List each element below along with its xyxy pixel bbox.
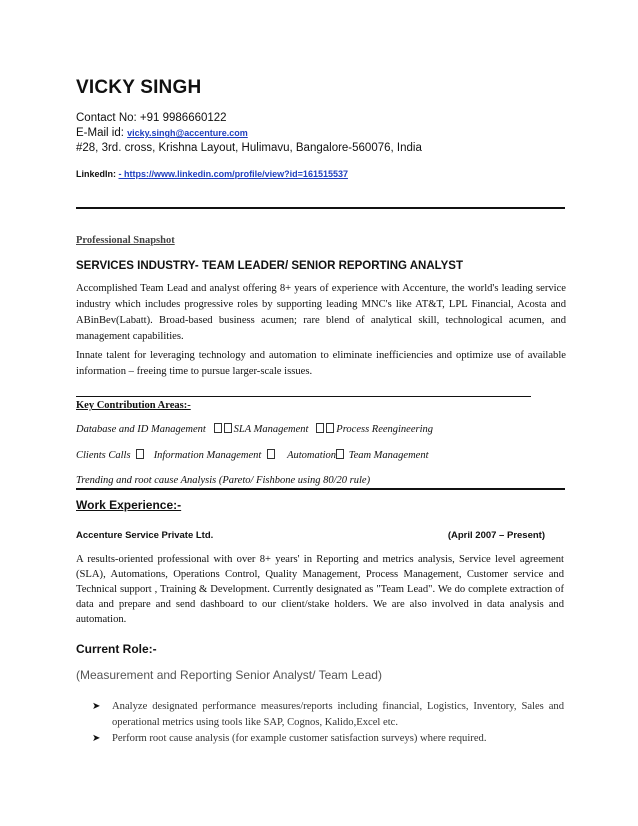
box-glyph-icon xyxy=(316,423,324,433)
work-description: A results-oriented professional with over 8+ years' in Reporting and metrics analysis, Service level agreement (SLA), Automations, Operations Control, Quality Management, Process Management, Customer service and Technical support , Training & Development. Currently designated as "Team Lead". We do complete extraction of data and prepare and send dashboard to our client/stake holders. We are also involved in data analysis and automation. xyxy=(76,554,564,625)
contribution-item: Team Management xyxy=(348,450,429,461)
box-glyph-icon xyxy=(136,449,144,459)
email-label: E-Mail id: xyxy=(76,127,128,139)
divider-line xyxy=(76,396,531,397)
box-glyph-icon xyxy=(336,449,344,459)
section-title-current-role: Current Role:- xyxy=(76,642,157,656)
linkedin-label: LinkedIn: xyxy=(76,169,119,179)
box-glyph-icon xyxy=(214,423,222,433)
contribution-item: SLA Management xyxy=(233,424,309,435)
summary-paragraph: Innate talent for leveraging technology and automation to eliminate inefficiencies and optimize use of available information – freeing time to pursue larger-scale issues. xyxy=(76,350,566,377)
list-item xyxy=(92,731,564,747)
contribution-row xyxy=(76,449,429,461)
box-glyph-icon xyxy=(267,449,275,459)
contribution-item: Automation xyxy=(287,450,337,461)
contribution-row xyxy=(76,423,433,435)
contribution-item: Database and ID Management xyxy=(76,424,206,435)
role-title: (Measurement and Reporting Senior Analyst/ Team Lead) xyxy=(76,668,382,682)
email-link[interactable]: vicky.singh@accenture.com xyxy=(127,128,248,138)
section-title-work: Work Experience:- xyxy=(76,498,182,512)
employment-period: (April 2007 – Present) xyxy=(447,530,545,541)
contribution-row: Trending and root cause Analysis (Pareto/ Fishbone using 80/20 rule) xyxy=(76,475,371,486)
linkedin-link[interactable]: - https://www.linkedin.com/profile/view?id=161515537 xyxy=(118,169,348,179)
contribution-item: Clients Calls xyxy=(76,450,131,461)
contribution-item: Information Management xyxy=(153,450,262,461)
summary-paragraph: Accomplished Team Lead and analyst offering 8+ years of experience with Accenture, the world's leading service industry which includes progressive roles by supporting leading MNC's like AT&T, LPL Financial, Acosta and ABinBev(Labatt). Broad-based business acumen; rare blend of analytical skill, technological acumen, and management capabilities. xyxy=(76,283,566,342)
arrow-bullet-icon: ➤ xyxy=(92,733,101,744)
box-glyph-icon xyxy=(326,423,334,433)
section-title-snapshot: Professional Snapshot xyxy=(76,235,175,246)
contact-address: #28, 3rd. cross, Krishna Layout, Hulimavu, Bangalore-560076, India xyxy=(76,142,422,154)
section-title-contributions: Key Contribution Areas:- xyxy=(76,400,191,411)
candidate-name: VICKY SINGH xyxy=(76,77,202,98)
contact-phone: Contact No: +91 9986660122 xyxy=(76,112,227,124)
contribution-item: Process Reengineering xyxy=(336,424,434,435)
company-name: Accenture Service Private Ltd. xyxy=(76,530,214,541)
list-item-text: Perform root cause analysis (for example customer satisfaction surveys) where required. xyxy=(112,733,487,744)
divider-line xyxy=(76,207,565,209)
arrow-bullet-icon: ➤ xyxy=(92,701,101,712)
divider-line xyxy=(76,488,565,490)
list-item-text: Analyze designated performance measures/reports including financial, Logistics, Inventory, Sales and operational metrics using tools like SAP, Cognos, Kalido,Excel etc. xyxy=(112,701,564,728)
list-item xyxy=(92,699,564,731)
box-glyph-icon xyxy=(224,423,232,433)
linkedin-line xyxy=(76,169,348,179)
headline: SERVICES INDUSTRY- TEAM LEADER/ SENIOR REPORTING ANALYST xyxy=(76,260,464,272)
contact-email-line xyxy=(76,127,248,139)
